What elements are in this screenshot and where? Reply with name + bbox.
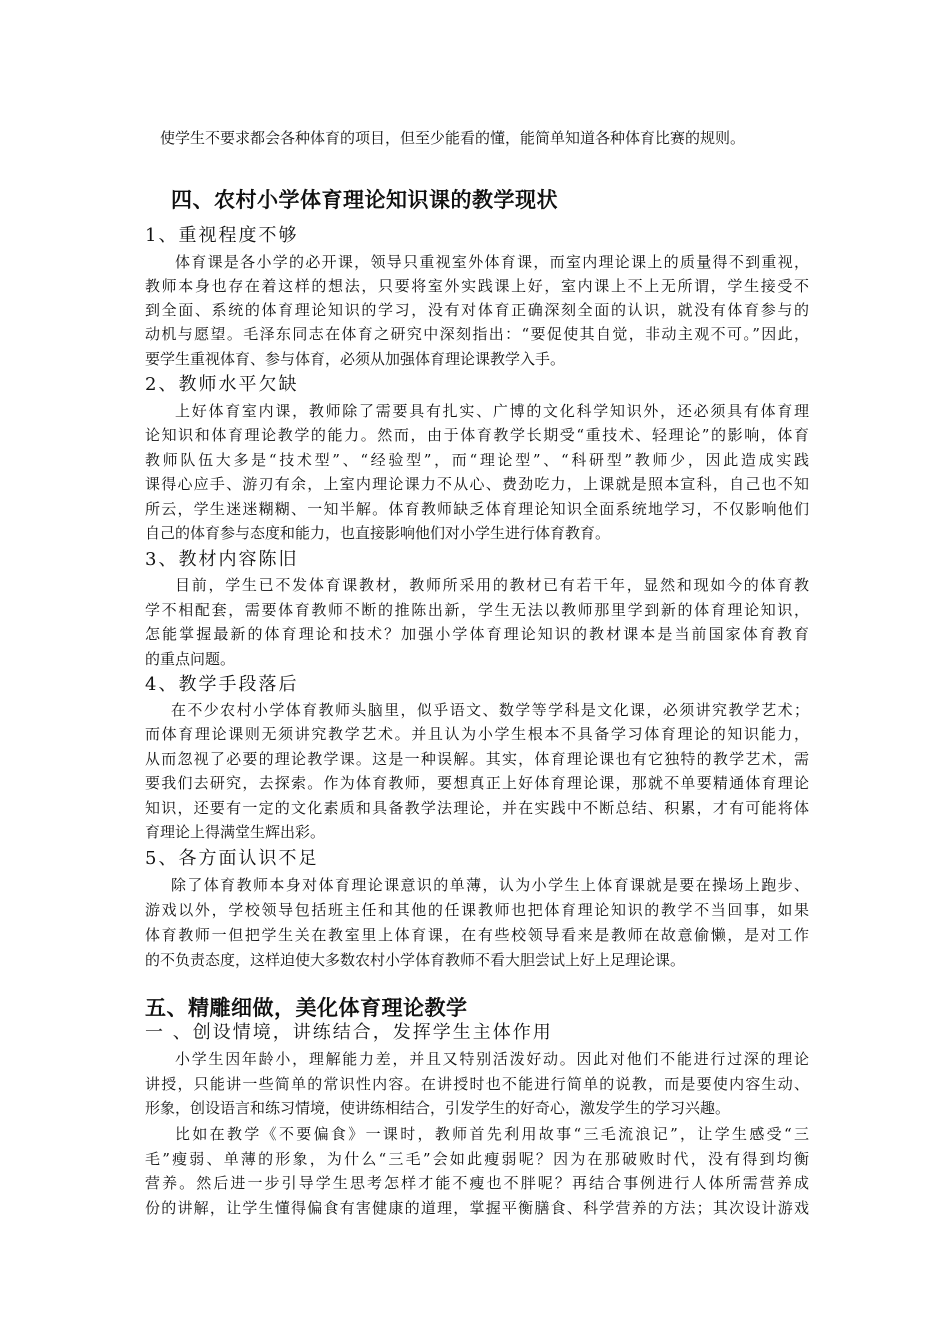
paragraph-line: 论知识和体育理论教学的能力。然而，由于体育教学长期受“重技术、轻理论”的影响，体育 <box>145 426 809 444</box>
subsection-heading-1: 1、重视程度不够 <box>145 225 299 246</box>
paragraph-line: 除了体育教师本身对体育理论课意识的单薄，认为小学生上体育课就是要在操场上跑步、 <box>171 876 809 894</box>
paragraph-line: 形象，创设语言和练习情境，使讲练相结合，引发学生的好奇心，激发学生的学习兴趣。 <box>145 1099 731 1117</box>
paragraph-line: 而体育理论课则无须讲究教学艺术。并且认为小学生根本不具备学习体育理论的知识能力， <box>145 725 809 743</box>
paragraph-line: 知识，还要有一定的文化素质和具备教学法理论，并在实践中不断总结、积累，才有可能将体 <box>145 799 809 817</box>
subsection-heading-2: 2、教师水平欠缺 <box>145 374 299 395</box>
paragraph-line: 目前，学生已不发体育课教材，教师所采用的教材已有若干年，显然和现如今的体育教 <box>175 576 809 594</box>
section-5-subheading: 一 、创设情境，讲练结合，发挥学生主体作用 <box>145 1022 553 1043</box>
subsection-heading-3: 3、教材内容陈旧 <box>145 549 299 570</box>
paragraph-line: 从而忽视了必要的理论教学课。这是一种误解。其实，体育理论课也有它独特的教学艺术，需 <box>145 750 809 768</box>
paragraph-line: 学不相配套，需要体育教师不断的推陈出新，学生无法以教师那里学到新的体育理论知识， <box>145 601 809 619</box>
subsection-heading-5: 5、各方面认识不足 <box>145 848 319 869</box>
section-4-heading: 四、农村小学体育理论知识课的教学现状 <box>171 187 558 212</box>
paragraph-line: 小学生因年龄小，理解能力差，并且又特别活泼好动。因此对他们不能进行过深的理论 <box>175 1050 809 1068</box>
paragraph-line: 要我们去研究，去探索。作为体育教师，要想真正上好体育理论课，那就不单要精通体育理论 <box>145 774 809 792</box>
subsection-heading-4: 4、教学手段落后 <box>145 674 299 695</box>
paragraph-line: 在不少农村小学体育教师头脑里，似乎语文、数学等学科是文化课，必须讲究教学艺术； <box>171 701 809 719</box>
paragraph-line: 教师本身也存在着这样的想法，只要将室外实践课上好，室内课上不上无所谓，学生接受不 <box>145 277 809 295</box>
paragraph-line: 自己的体育参与态度和能力，也直接影响他们对小学生进行体育教育。 <box>145 524 611 542</box>
paragraph-line: 体育教师一但把学生关在教室里上体育课，在有些校领导看来是教师在故意偷懒，是对工作 <box>145 926 809 944</box>
paragraph-line: 要学生重视体育、参与体育，必须从加强体育理论课教学入手。 <box>145 350 566 368</box>
paragraph-line: 教师队伍大多是“技术型”、“经验型”，而“理论型”、“科研型”教师少，因此造成实践 <box>145 451 809 469</box>
paragraph-line: 到全面、系统的体育理论知识的学习，没有对体育正确深刻全面的认识，就没有体育参与的 <box>145 301 809 319</box>
paragraph-line: 怎能掌握最新的体育理论和技术？加强小学体育理论知识的教材课本是当前国家体育教育 <box>145 625 809 643</box>
paragraph-line: 的不负责态度，这样迫使大多数农村小学体育教师不看大胆尝试上好上足理论课。 <box>145 951 686 969</box>
paragraph-line: 体育课是各小学的必开课，领导只重视室外体育课，而室内理论课上的质量得不到重视， <box>175 253 809 271</box>
paragraph-line: 讲授，只能讲一些简单的常识性内容。在讲授时也不能进行简单的说教，而是要使内容生动、 <box>145 1075 809 1093</box>
paragraph-line: 营养。然后进一步引导学生思考怎样才能不瘦也不胖呢？再结合事例进行人体所需营养成 <box>145 1174 809 1192</box>
paragraph-line: 动机与愿望。毛泽东同志在体育之研究中深刻指出：“要促使其自觉，非动主观不可。”因此， <box>145 325 809 343</box>
section-5-heading: 五、精雕细做，美化体育理论教学 <box>145 995 468 1020</box>
paragraph-line: 上好体育室内课，教师除了需要具有扎实、广博的文化科学知识外，还必须具有体育理 <box>175 402 809 420</box>
paragraph-line: 毛”瘦弱、单薄的形象，为什么“三毛”会如此瘦弱呢？因为在那破败时代，没有得到均衡 <box>145 1150 809 1168</box>
continuation-line: 使学生不要求都会各种体育的项目，但至少能看的懂，能简单知道各种体育比赛的规则。 <box>160 129 746 147</box>
paragraph-line: 的重点问题。 <box>145 650 236 668</box>
paragraph-line: 育理论上得满堂生辉出彩。 <box>145 823 326 841</box>
paragraph-line: 游戏以外，学校领导包括班主任和其他的任课教师也把体育理论知识的教学不当回事，如果 <box>145 901 809 919</box>
paragraph-line: 份的讲解，让学生懂得偏食有害健康的道理，掌握平衡膳食、科学营养的方法；其次设计游戏 <box>145 1199 809 1217</box>
paragraph-line: 所云，学生迷迷糊糊、一知半解。体育教师缺乏体育理论知识全面系统地学习，不仅影响他们 <box>145 500 809 518</box>
paragraph-line: 课得心应手、游刃有余，上室内理论课力不从心、费劲吃力，上课就是照本宣科，自己也不知 <box>145 475 809 493</box>
paragraph-line: 比如在教学《不要偏食》一课时，教师首先利用故事“三毛流浪记”，让学生感受“三 <box>175 1125 809 1143</box>
